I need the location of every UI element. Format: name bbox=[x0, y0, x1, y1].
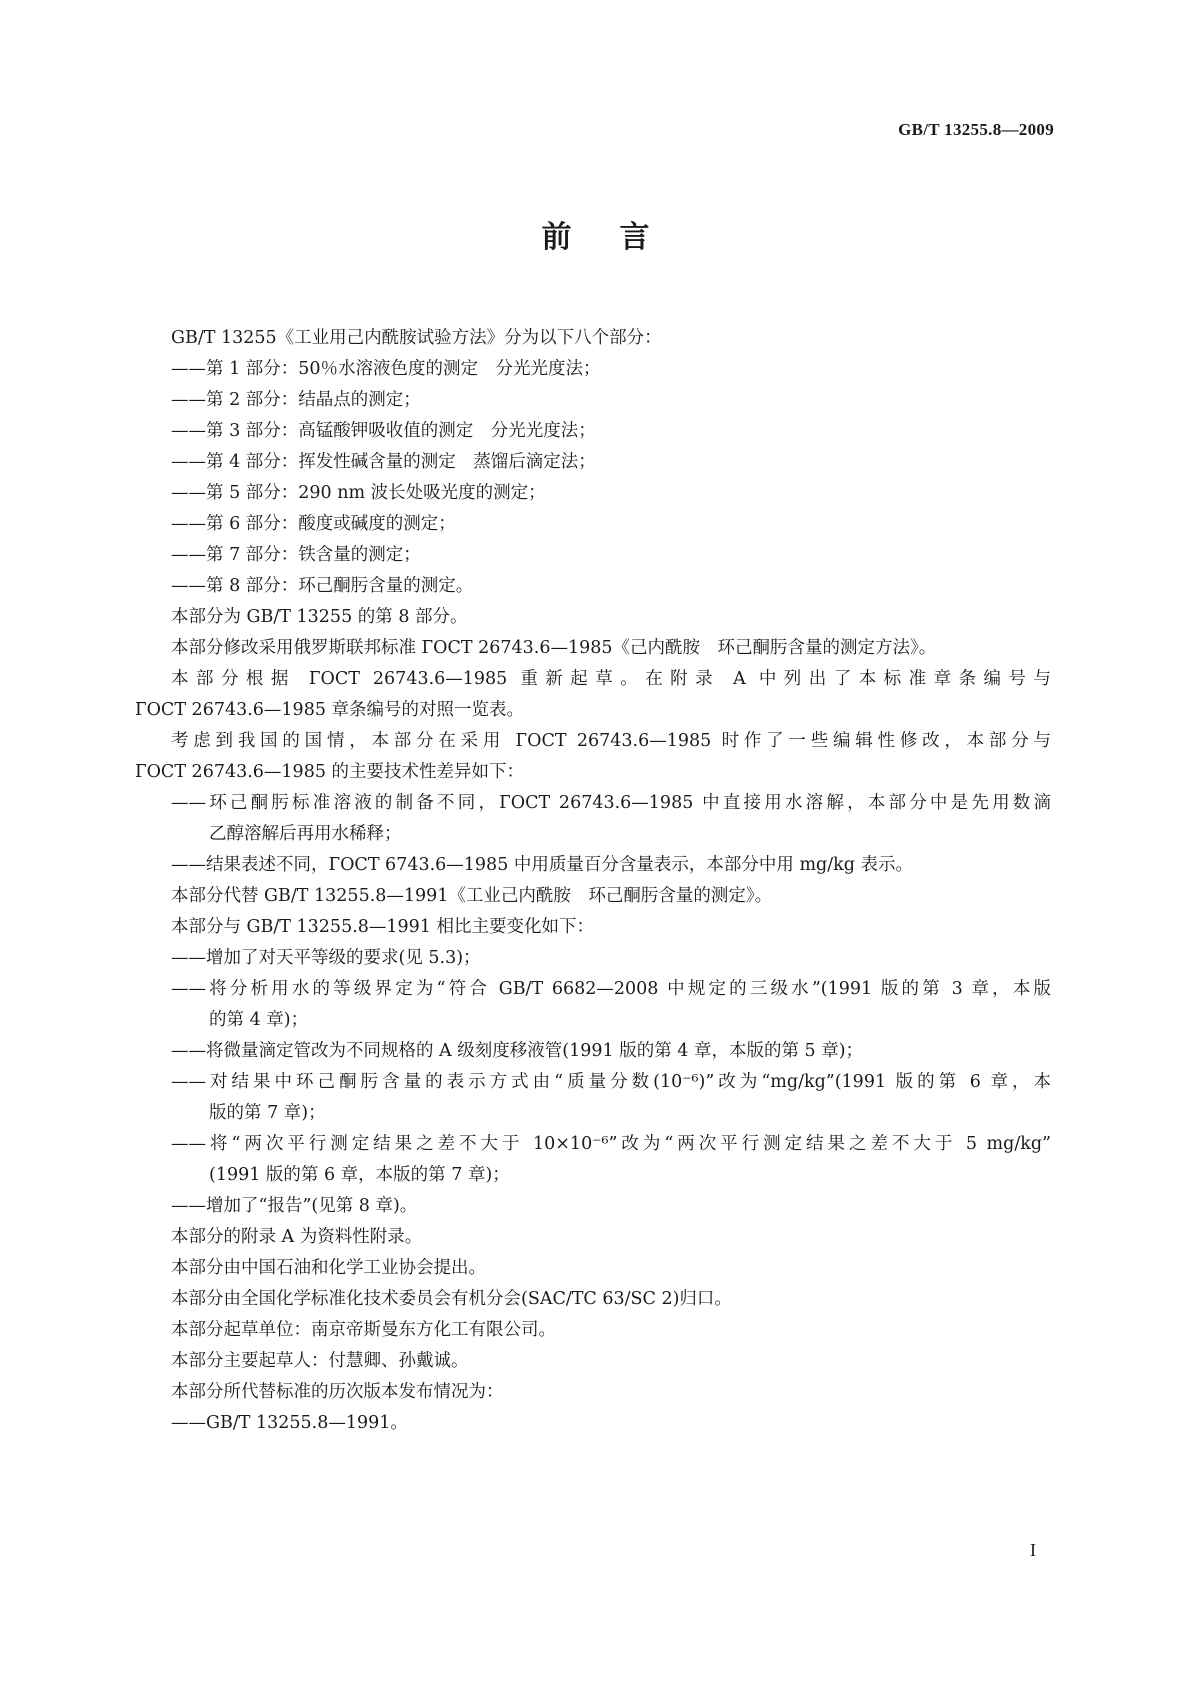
difference-list-item: ——结果表述不同，ГОСТ 6743.6—1985 中用质量百分含量表示，本部分中用 mg/kg 表示。 bbox=[171, 855, 914, 875]
body-line: 本部分由全国化学标准化技术委员会有机分会(SAC/TC 63/SC 2)归口。 bbox=[171, 1289, 732, 1309]
part-list-item: ——第 3 部分：高锰酸钾吸收值的测定 分光光度法； bbox=[171, 421, 596, 441]
body-line: 本部分主要起草人：付慧卿、孙戴诚。 bbox=[171, 1351, 469, 1371]
body-line: 本部分与 GB/T 13255.8—1991 相比主要变化如下： bbox=[171, 917, 594, 937]
body-line: 本部分修改采用俄罗斯联邦标准 ГОСТ 26743.6—1985《己内酰胺 环己酮肟含量的测定方法》。 bbox=[171, 638, 937, 658]
foreword-body bbox=[135, 323, 1051, 1439]
part-list-item: ——第 8 部分：环己酮肟含量的测定。 bbox=[171, 576, 474, 596]
change-list-item: ——对结果中环己酮肟含量的表示方式由“质量分数(10⁻⁶)”改为“mg/kg”(1991 版的第 6 章，本 bbox=[171, 1072, 1051, 1092]
change-list-item: ——增加了对天平等级的要求(见 5.3)； bbox=[171, 948, 481, 968]
change-list-item: ——增加了“报告”(见第 8 章)。 bbox=[171, 1196, 418, 1216]
body-line: 本部分根据 ГОСТ 26743.6—1985 重新起草。在附录 A 中列出了本标准章条编号与 bbox=[171, 669, 1051, 689]
body-line-continuation: ГОСТ 26743.6—1985 的主要技术性差异如下： bbox=[135, 762, 525, 782]
page-title: 前言 bbox=[541, 220, 698, 255]
part-list-item: ——第 7 部分：铁含量的测定； bbox=[171, 545, 421, 565]
change-list-item: ——将“两次平行测定结果之差不大于 10×10⁻⁶”改为“两次平行测定结果之差不大于 5 mg/kg” bbox=[171, 1134, 1051, 1154]
change-list-item-continuation: 版的第 7 章)； bbox=[209, 1103, 326, 1123]
change-list-item: ——将微量滴定管改为不同规格的 A 级刻度移液管(1991 版的第 4 章，本版的第 5 章)； bbox=[171, 1041, 864, 1061]
body-line: 本部分代替 GB/T 13255.8—1991《工业己内酰胺 环己酮肟含量的测定》。 bbox=[171, 886, 773, 906]
change-list-item-continuation: (1991 版的第 6 章，本版的第 7 章)； bbox=[209, 1165, 510, 1185]
body-line: 本部分起草单位：南京帝斯曼东方化工有限公司。 bbox=[171, 1320, 556, 1340]
body-line: GB/T 13255《工业用己内酰胺试验方法》分为以下八个部分： bbox=[171, 328, 662, 348]
page-number: I bbox=[1030, 1540, 1036, 1560]
difference-list-item: ——环己酮肟标准溶液的制备不同，ГОСТ 26743.6—1985 中直接用水溶解，本部分中是先用数滴 bbox=[171, 793, 1051, 813]
body-line: 本部分由中国石油和化学工业协会提出。 bbox=[171, 1258, 486, 1278]
part-list-item: ——第 2 部分：结晶点的测定； bbox=[171, 390, 421, 410]
part-list-item: ——第 4 部分：挥发性碱含量的测定 蒸馏后滴定法； bbox=[171, 452, 596, 472]
history-list-item: ——GB/T 13255.8—1991。 bbox=[171, 1413, 408, 1433]
standard-number: GB/T 13255.8—2009 bbox=[898, 120, 1054, 139]
change-list-item: ——将分析用水的等级界定为“符合 GB/T 6682—2008 中规定的三级水”(1991 版的第 3 章，本版 bbox=[171, 979, 1051, 999]
body-line: 考虑到我国的国情，本部分在采用 ГОСТ 26743.6—1985 时作了一些编辑性修改，本部分与 bbox=[171, 731, 1051, 751]
change-list-item-continuation: 的第 4 章)； bbox=[209, 1010, 309, 1030]
body-line: 本部分所代替标准的历次版本发布情况为： bbox=[171, 1382, 504, 1402]
part-list-item: ——第 1 部分：50％水溶液色度的测定 分光光度法； bbox=[171, 359, 601, 379]
body-line: 本部分的附录 A 为资料性附录。 bbox=[171, 1227, 423, 1247]
body-line-continuation: ГОСТ 26743.6—1985 章条编号的对照一览表。 bbox=[135, 700, 525, 720]
difference-list-item-continuation: 乙醇溶解后再用水稀释； bbox=[209, 824, 402, 844]
part-list-item: ——第 5 部分：290 nm 波长处吸光度的测定； bbox=[171, 483, 546, 503]
part-list-item: ——第 6 部分：酸度或碱度的测定； bbox=[171, 514, 456, 534]
body-line: 本部分为 GB/T 13255 的第 8 部分。 bbox=[171, 607, 468, 627]
